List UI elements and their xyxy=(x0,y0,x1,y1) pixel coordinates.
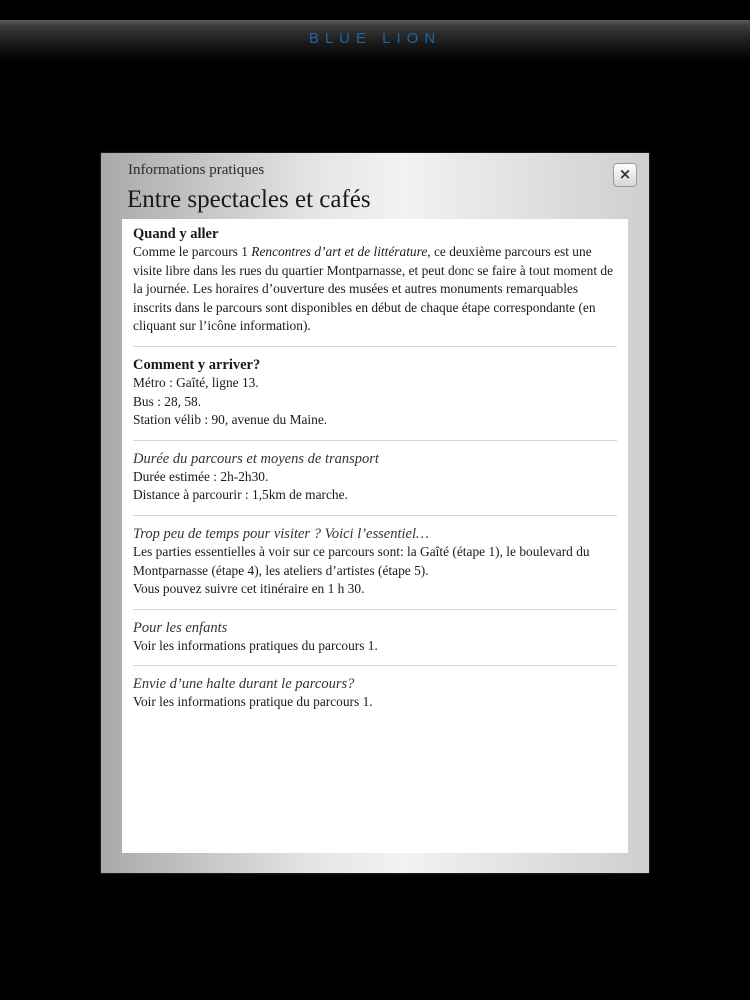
info-modal xyxy=(101,153,649,873)
section-comment-y-arriver xyxy=(133,356,617,440)
text-italic-part: Rencontres d’art et de littérature xyxy=(251,244,428,259)
section-heading: Pour les enfants xyxy=(133,619,228,636)
modal-content-scroll[interactable] xyxy=(122,219,628,853)
text-part: Comme le parcours 1 xyxy=(133,244,252,259)
section-heading: Envie d’une halte durant le parcours? xyxy=(133,676,355,693)
section-heading: Durée du parcours et moyens de transport xyxy=(133,450,379,467)
metro-line: Métro : Gaîté, ligne 13. xyxy=(133,374,259,390)
divider xyxy=(133,515,617,516)
section-heading: Quand y aller xyxy=(133,226,219,242)
section-duree xyxy=(133,450,617,515)
bus-line: Bus : 28, 58. xyxy=(133,393,202,409)
close-icon: × xyxy=(618,165,632,183)
divider xyxy=(133,609,617,610)
divider xyxy=(133,440,617,441)
modal-title: Entre spectacles et cafés xyxy=(127,186,371,213)
section-halte xyxy=(133,675,617,722)
section-text: Voir les informations pratiques du parcours 1. xyxy=(133,637,378,653)
divider xyxy=(133,346,617,347)
divider xyxy=(133,665,617,666)
section-text xyxy=(133,243,617,336)
section-text: Voir les informations pratique du parcours 1. xyxy=(133,694,373,710)
text-part: , ce deuxième parcours est une visite libre dans les rues du quartier Montparnasse, et peut donc se faire à tout moment de la journée. Les horaires d’ouverture des musées et autres monuments remarquables inscrits dans le parcours sont disponibles en début de chaque étape correspondante (en cliquant sur l’icône information). xyxy=(133,244,614,334)
brand-logo-text: BLUE LION xyxy=(308,30,442,47)
close-button[interactable] xyxy=(613,163,637,187)
velib-line: Station vélib : 90, avenue du Maine. xyxy=(133,412,328,428)
section-enfants xyxy=(133,619,617,666)
section-essentiel xyxy=(133,525,617,609)
distance-line: Distance à parcourir : 1,5km de marche. xyxy=(133,487,348,503)
section-heading: Trop peu de temps pour visiter ? Voici l’essentiel… xyxy=(133,525,429,542)
section-quand-y-aller xyxy=(133,225,617,346)
duration-line: Durée estimée : 2h-2h30. xyxy=(133,468,269,484)
section-text: Les parties essentielles à voir sur ce parcours sont: la Gaîté (étape 1), le boulevard du Montparnasse (étape 4), les ateliers d’artistes (étape 5). xyxy=(133,543,590,578)
modal-subtitle: Informations pratiques xyxy=(128,162,265,178)
section-heading: Comment y arriver? xyxy=(133,356,261,373)
section-text: Vous pouvez suivre cet itinéraire en 1 h 30. xyxy=(133,581,365,597)
